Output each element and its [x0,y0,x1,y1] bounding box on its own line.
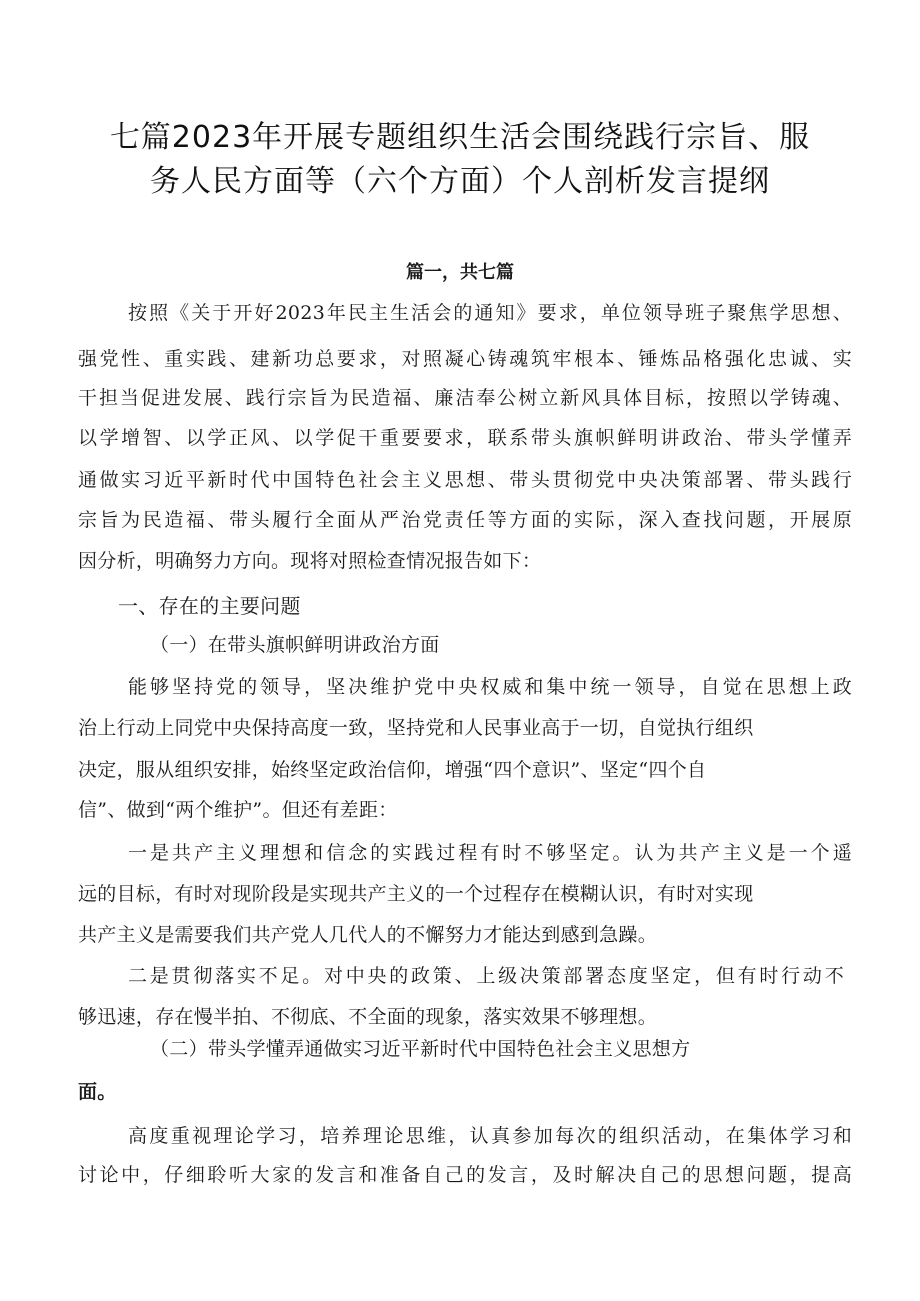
subsection-heading: 面。 [78,1081,117,1103]
paragraph-line: 高度重视理论学习，培养理论思维，认真参加每次的组织活动，在集体学习和 [128,1125,852,1147]
intro-line: 干担当促进发展、践行宗旨为民造福、廉洁奉公树立新风具体目标，按照以学铸魂、 [78,387,852,409]
intro-line: 以学增智、以学正风、以学促干重要要求，联系带头旗帜鲜明讲政治、带头学懂弄 [78,427,852,449]
paragraph-line: 够迅速，存在慢半拍、不彻底、不全面的现象，落实效果不够理想。 [78,1006,658,1028]
paragraph-line: 讨论中，仔细聆听大家的发言和准备自己的发言，及时解决自己的思想问题，提高 [78,1164,852,1186]
document-subtitle: 篇一，共七篇 [406,262,514,283]
paragraph-line: 共产主义是需要我们共产党人几代人的不懈努力才能达到感到急躁。 [78,924,658,946]
subsection-heading: （二）带头学懂弄通做实习近平新时代中国特色社会主义思想方 [150,1038,691,1060]
document-title-line-1: 七篇2023年开展专题组织生活会围绕践行宗旨、服 [109,120,811,155]
intro-line: 强党性、重实践、建新功总要求，对照凝心铸魂筑牢根本、锤炼品格强化忠诚、实 [78,348,852,370]
intro-line: 按照《关于开好2023年民主生活会的通知》要求，单位领导班子聚焦学思想、 [128,302,852,324]
paragraph-line: 能够坚持党的领导，坚决维护党中央权威和集中统一领导，自觉在思想上政 [128,676,852,698]
paragraph-line: 治上行动上同党中央保持高度一致，坚持党和人民事业高于一切，自觉执行组织 [78,717,754,739]
paragraph-line: 一是共产主义理想和信念的实践过程有时不够坚定。认为共产主义是一个遥 [128,842,852,864]
intro-line: 宗旨为民造福、带头履行全面从严治党责任等方面的实际，深入查找问题，开展原 [78,509,852,531]
paragraph-line: 二是贯彻落实不足。对中央的政策、上级决策部署态度坚定，但有时行动不 [128,965,844,987]
subsection-heading: （一）在带头旗帜鲜明讲政治方面 [150,634,440,656]
intro-line: 通做实习近平新时代中国特色社会主义思想、带头贯彻党中央决策部署、带头践行 [78,469,852,491]
section-heading: 一、存在的主要问题 [118,594,301,618]
paragraph-line: 远的目标，有时对现阶段是实现共产主义的一个过程存在模糊认识，有时对实现 [78,883,754,905]
paragraph-line: 信”、做到“两个维护”。但还有差距： [78,799,398,821]
document-title-line-2: 务人民方面等（六个方面）个人剖析发言提纲 [150,164,770,199]
paragraph-line: 决定，服从组织安排，始终坚定政治信仰，增强“四个意识”、坚定“四个自 [78,759,707,781]
intro-line: 因分析，明确努力方向。现将对照检查情况报告如下： [78,550,542,572]
